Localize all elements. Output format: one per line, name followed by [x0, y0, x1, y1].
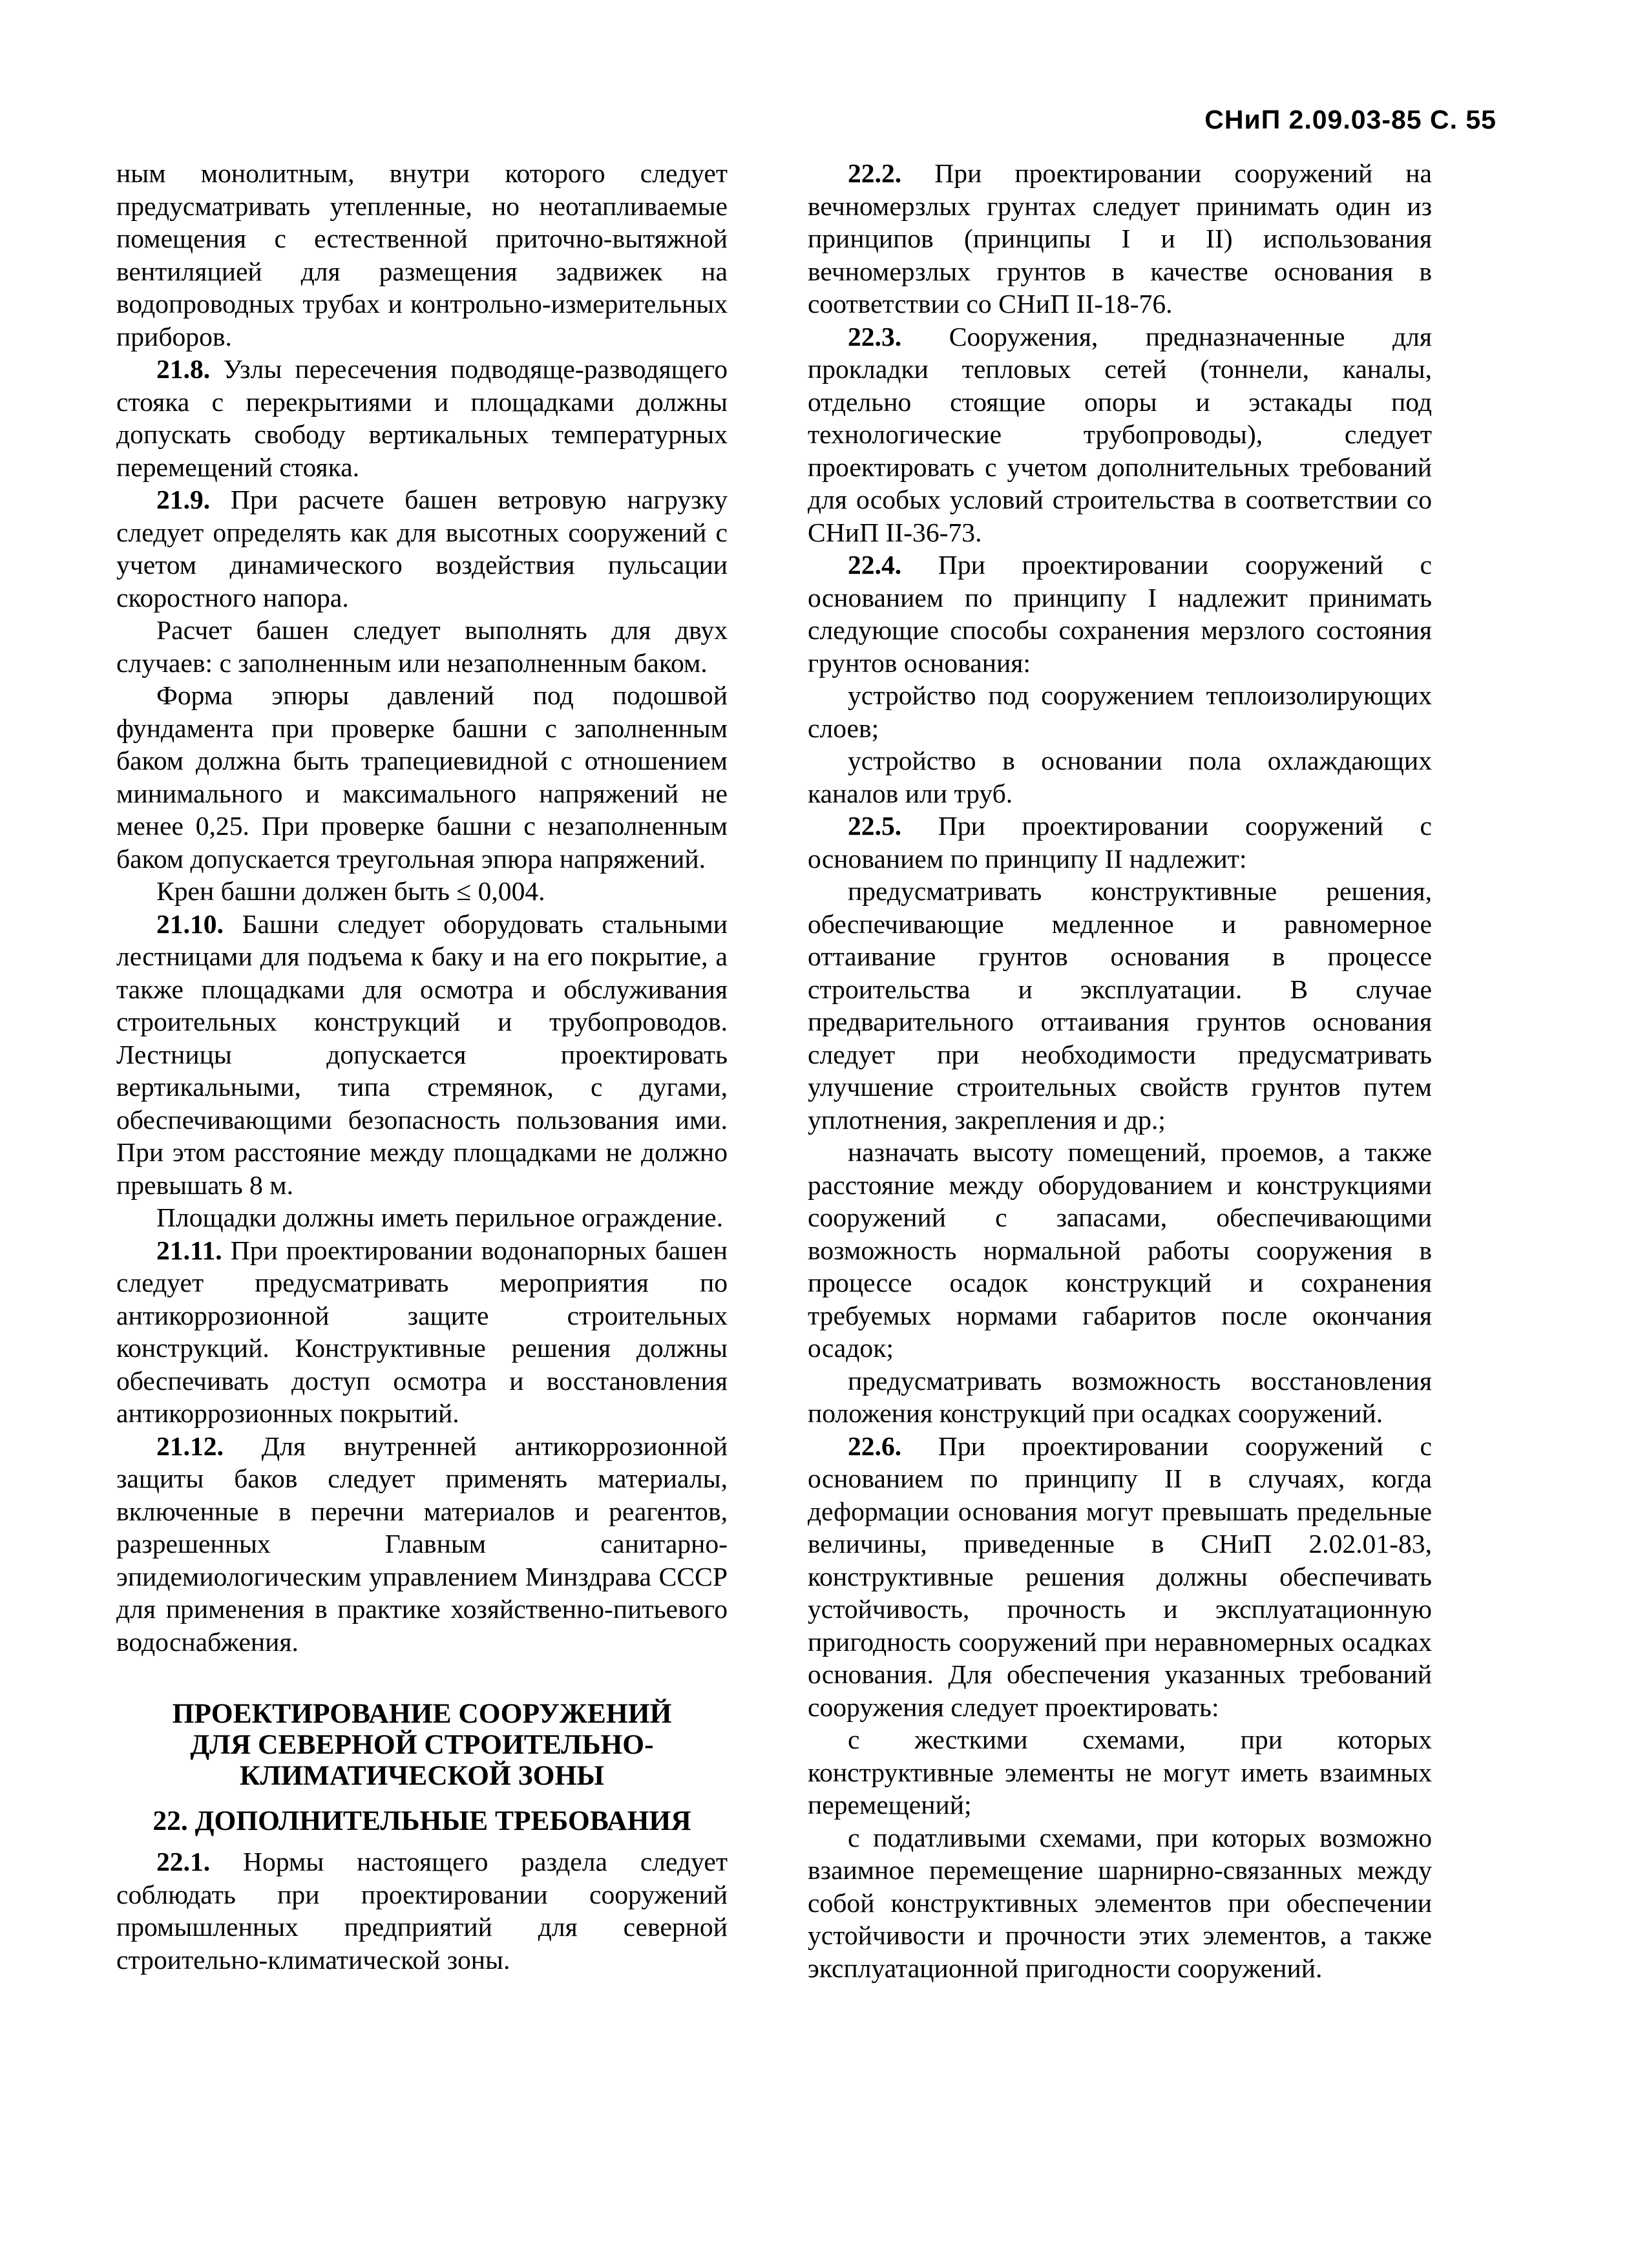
paragraph-text: При проектировании сооружений на вечномерзлых грунтах следует принимать один из принципов (принципы I и II) использования вечномерзлых грунтов в качестве основания в соответствии со СНиП II-18-76. [808, 158, 1432, 319]
paragraph-21-12 [116, 1430, 728, 1659]
paragraph-21-11 [116, 1234, 728, 1430]
paragraph-text: Для внутренней антикоррозионной защиты баков следует применять материалы, включенные в перечни материалов и реагентов, разрешенных Главным санитарно-эпидемиологическим управлением Минздрава СССР для применения в практике хозяйственно-питьевого водоснабжения. [116, 1431, 728, 1657]
left-column [116, 157, 728, 1976]
section-title [116, 1698, 728, 1791]
clause-number: 22.3. [848, 321, 902, 352]
section-title-line: КЛИМАТИЧЕСКОЙ ЗОНЫ [240, 1760, 604, 1791]
list-item: предусматривать конструктивные решения, обеспечивающие медленное и равномерное оттаивание грунтов основания в процессе строительства и эксплуатации. В случае предварительного оттаивания грунтов основания следует при необходимости предусматривать улучшение строительных свойств грунтов путем уплотнения, закрепления и др.; [808, 876, 1432, 1135]
paragraph-22-2 [808, 157, 1432, 320]
list-item: устройство в основании пола охлаждающих каналов или труб. [808, 746, 1432, 808]
paragraph-22-4 [808, 549, 1432, 679]
paragraph-text: ным монолитным, внутри которого следует предусматривать утепленные, но неотапливаемые помещения с естественной приточно-вытяжной вентиляцией для размещения задвижек на водопроводных трубах и контрольно-измерительных приборов. [116, 158, 728, 352]
paragraph-22-3 [808, 320, 1432, 549]
list-item: предусматривать возможность восстановления положения конструкций при осадках сооружений. [808, 1365, 1432, 1428]
paragraph-22-5 [808, 810, 1432, 875]
subsection-title: 22. ДОПОЛНИТЕЛЬНЫЕ ТРЕБОВАНИЯ [152, 1805, 691, 1836]
paragraph [116, 157, 728, 353]
clause-number: 21.9. [156, 485, 211, 514]
clause-number: 21.12. [156, 1431, 224, 1461]
clause-number: 22.4. [848, 550, 902, 580]
paragraph-21-8 [116, 353, 728, 483]
clause-number: 22.5. [848, 811, 902, 841]
paragraph-text: При проектировании сооружений с основанием по принципу I надлежит принимать следующие способы сохранения мерзлого состояния грунтов основания: [808, 550, 1432, 678]
paragraph-text: При проектировании водонапорных башен следует предусматривать мероприятия по антикоррозионной защите строительных конструкций. Конструктивные решения должны обеспечивать доступ осмотра и восстановления антикоррозионных покрытий. [116, 1235, 728, 1428]
paragraph-text: При проектировании сооружений с основанием по принципу II надлежит: [808, 811, 1432, 874]
list-item: с податливыми схемами, при которых возможно взаимное перемещение шарнирно-связанных между собой конструктивных элементов при обеспечении устойчивости и прочности этих элементов, а также эксплуатационной пригодности сооружений. [808, 1822, 1432, 1983]
paragraph: Крен башни должен быть ≤ 0,004. [156, 876, 545, 906]
clause-number: 21.8. [156, 354, 211, 384]
section-title-line: ПРОЕКТИРОВАНИЕ СООРУЖЕНИЙ [172, 1698, 672, 1729]
paragraph-text: Башни следует оборудовать стальными лестницами для подъема к баку и на его покрытие, а также площадками для осмотра и обслуживания строительных конструкций и трубопроводов. Лестницы допускается проектировать вертикальными, типа стремянок, с дугами, обеспечивающими безопасность пользования ими. При этом расстояние между площадками не должно превышать 8 м. [116, 908, 728, 1200]
paragraph-21-10 [116, 908, 728, 1202]
list-item: устройство под сооружением теплоизолирующих слоев; [808, 680, 1432, 743]
paragraph-22-6 [808, 1430, 1432, 1724]
paragraph-text: При проектировании сооружений с основанием по принципу II в случаях, когда деформации основания могут превышать предельные величины, приведенные в СНиП 2.02.01-83, конструктивные решения должны обеспечивать устойчивость, прочность и эксплуатационную пригодность сооружений при неравномерных осадках основания. Для обеспечения указанных требований сооружения следует проектировать: [808, 1431, 1432, 1722]
list-item: назначать высоту помещений, проемов, а также расстояние между оборудованием и конструкциями сооружений с запасами, обеспечивающими возможность нормальной работы сооружения в процессе осадок конструкций и сохранения требуемых нормами габаритов после окончания осадок; [808, 1137, 1432, 1363]
right-column [808, 157, 1432, 1984]
paragraph-22-1 [116, 1845, 728, 1976]
clause-number: 21.11. [156, 1235, 222, 1265]
paragraph-text: Нормы настоящего раздела следует соблюдать при проектировании сооружений промышленных предприятий для северной строительно-климатической зоны. [116, 1847, 728, 1975]
paragraph: Форма эпюры давлений под подошвой фундамента при проверке башни с заполненным баком должна быть трапециевидной с отношением минимального и максимального напряжений не менее 0,25. При проверке башни с незаполненным баком допускается треугольная эпюра напряжений. [116, 680, 728, 874]
clause-number: 22.2. [848, 158, 902, 188]
paragraph-21-9 [116, 483, 728, 614]
clause-number: 22.1. [156, 1847, 211, 1876]
clause-number: 22.6. [848, 1431, 902, 1461]
paragraph-text: Узлы пересечения подводяще-разводящего стояка с перекрытиями и площадками должны допускать свободу вертикальных температурных перемещений стояка. [116, 354, 728, 482]
clause-number: 21.10. [156, 908, 224, 939]
paragraph-text: Сооружения, предназначенные для прокладки тепловых сетей (тоннели, каналы, отдельно стоящие опоры и эстакады под технологические трубопроводы), следует проектировать с учетом дополнительных требований для особых условий строительства в соответствии со СНиП II-36-73. [808, 321, 1432, 547]
running-head: СНиП 2.09.03-85 С. 55 [1204, 105, 1497, 134]
list-item: с жесткими схемами, при которых конструктивные элементы не могут иметь взаимных перемещений; [808, 1725, 1432, 1820]
paragraph: Расчет башен следует выполнять для двух случаев: с заполненным или незаполненным баком. [116, 615, 728, 678]
paragraph: Площадки должны иметь перильное ограждение. [156, 1202, 723, 1232]
paragraph-text: При расчете башен ветровую нагрузку следует определять как для высотных сооружений с учетом динамического воздействия пульсации скоростного напора. [116, 485, 728, 613]
section-title-line: ДЛЯ СЕВЕРНОЙ СТРОИТЕЛЬНО- [190, 1729, 654, 1760]
